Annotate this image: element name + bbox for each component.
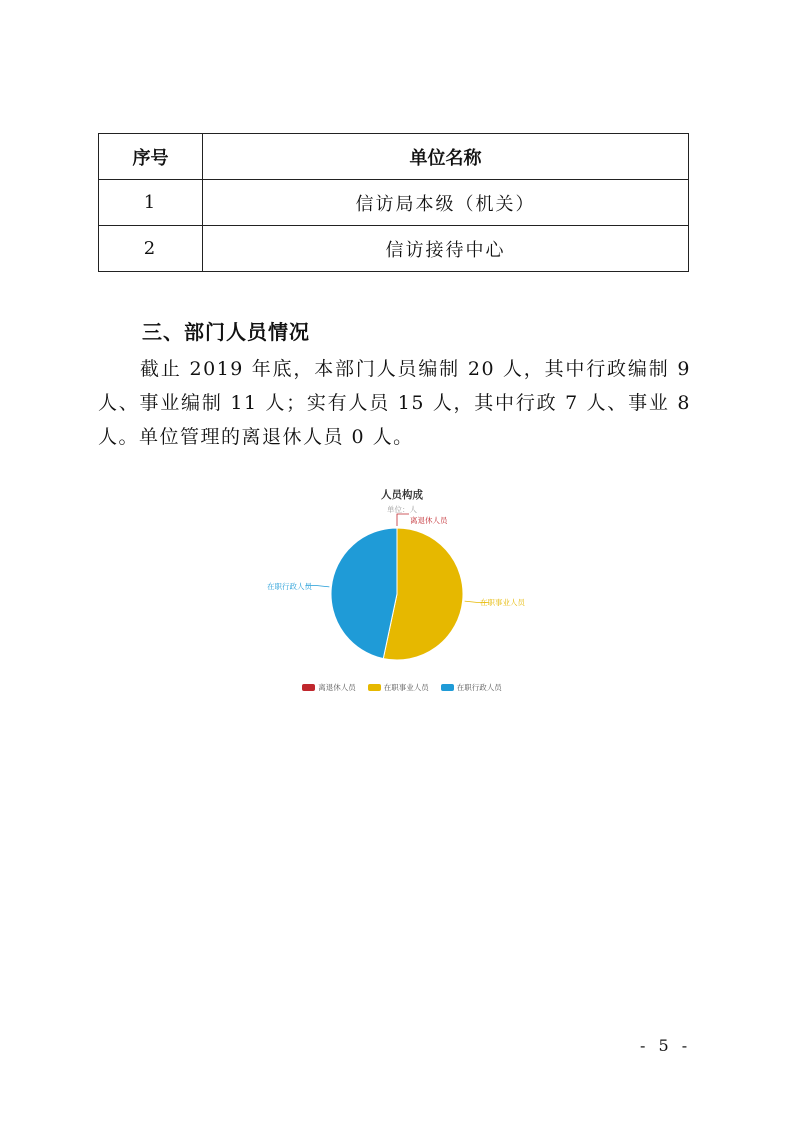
legend-label: 在职行政人员 (456, 683, 502, 692)
legend-swatch (441, 684, 454, 691)
unit-table (98, 133, 689, 272)
legend-label: 离退休人员 (318, 683, 356, 692)
chart-subtitle: 单位：人 (387, 505, 417, 514)
cell-seq: 2 (99, 226, 203, 272)
leader-line (397, 514, 409, 526)
slice-label-institution: 在职事业人员 (480, 598, 525, 607)
legend-swatch (302, 684, 315, 691)
staffing-paragraph: 截止 2019 年底，本部门人员编制 20 人，其中行政编制 9 人、事业编制 11 人；实有人员 15 人，其中行政 7 人、事业 8 人。单位管理的离退休人员 0 人。 (98, 358, 691, 448)
pie-slice-admin[interactable] (331, 528, 397, 659)
header-unit-name: 单位名称 (203, 134, 689, 180)
legend-item[interactable] (302, 682, 356, 693)
table-row (99, 180, 689, 226)
legend-item[interactable] (368, 682, 429, 693)
slice-label-retired: 离退休人员 (410, 516, 448, 525)
legend-swatch (368, 684, 381, 691)
staff-composition-chart (188, 460, 616, 700)
table-row (99, 226, 689, 272)
legend-item[interactable] (441, 682, 502, 693)
cell-seq: 1 (99, 180, 203, 226)
table-header-row (99, 134, 689, 180)
slice-label-admin: 在职行政人员 (267, 582, 312, 591)
legend-label: 在职事业人员 (383, 683, 429, 692)
chart-title: 人员构成 (381, 489, 423, 501)
section-heading: 三、部门人员情况 (142, 320, 310, 344)
chart-legend (188, 682, 616, 693)
page-number: - 5 - (640, 1036, 692, 1055)
cell-unit-name: 信访接待中心 (203, 226, 689, 272)
cell-unit-name: 信访局本级（机关） (203, 180, 689, 226)
header-seq: 序号 (99, 134, 203, 180)
